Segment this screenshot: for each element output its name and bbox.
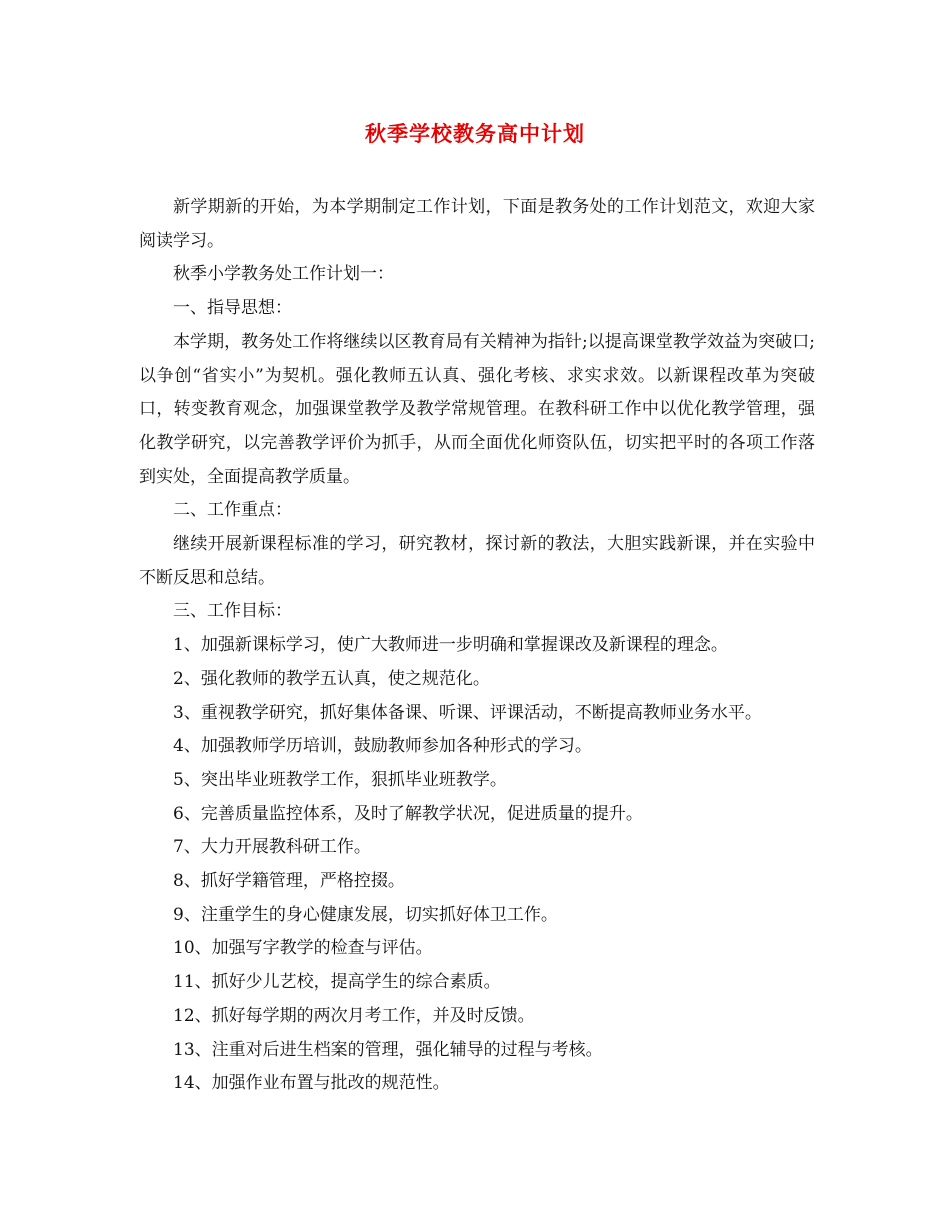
goal-item: 14、加强作业布置与批改的规范性。 [173, 1073, 450, 1094]
goal-item: 9、注重学生的身心健康发展，切实抓好体卫工作。 [173, 904, 558, 925]
goal-item: 3、重视教学研究，抓好集体备课、听课、评课活动，不断提高教师业务水平。 [173, 702, 762, 723]
work-focus-paragraph: 继续开展新课程标准的学习，研究教材，探讨新的教法，大胆实践新课，并在实验中不断反思和总结。 [139, 534, 815, 588]
document-body [139, 191, 815, 1101]
goal-item: 12、抓好每学期的两次月考工作，并及时反馈。 [173, 1005, 535, 1026]
goal-item: 1、加强新课标学习，使广大教师进一步明确和掌握课改及新课程的理念。 [173, 635, 728, 656]
plan-heading: 秋季小学教务处工作计划一： [173, 264, 394, 285]
section-heading-guiding-ideas: 一、指导思想： [173, 298, 292, 319]
goal-item: 2、强化教师的教学五认真，使之规范化。 [173, 668, 490, 689]
intro-paragraph: 新学期新的开始，为本学期制定工作计划，下面是教务处的工作计划范文，欢迎大家阅读学习。 [139, 197, 815, 251]
goal-item: 13、注重对后进生档案的管理，强化辅导的过程与考核。 [173, 1039, 603, 1060]
goal-item: 10、加强写字教学的检查与评估。 [173, 938, 433, 959]
section-heading-work-focus: 二、工作重点： [173, 500, 292, 521]
goal-item: 4、加强教师学历培训，鼓励教师参加各种形式的学习。 [173, 736, 592, 757]
document-title: 秋季学校教务高中计划 [365, 121, 585, 146]
section-heading-work-goals: 三、工作目标： [173, 601, 292, 622]
goal-item: 11、抓好少儿艺校，提高学生的综合素质。 [173, 972, 501, 993]
guiding-ideas-paragraph: 本学期，教务处工作将继续以区教育局有关精神为指针;以提高课堂教学效益为突破口;以争创“省实小”为契机。强化教师五认真、强化考核、求实求效。以新课程改革为突破口，转变教育观念，加强课堂教学及教学常规管理。在教科研工作中以优化教学管理，强化教学研究，以完善教学评价为抓手，从而全面优化师资队伍，切实把平时的各项工作落到实处，全面提高教学质量。 [139, 331, 815, 487]
goal-item: 6、完善质量监控体系，及时了解教学状况，促进质量的提升。 [173, 803, 643, 824]
goal-item: 5、突出毕业班教学工作，狠抓毕业班教学。 [173, 769, 507, 790]
goal-item: 8、抓好学籍管理，严格控掇。 [173, 871, 405, 892]
goal-item: 7、大力开展教科研工作。 [173, 837, 371, 858]
